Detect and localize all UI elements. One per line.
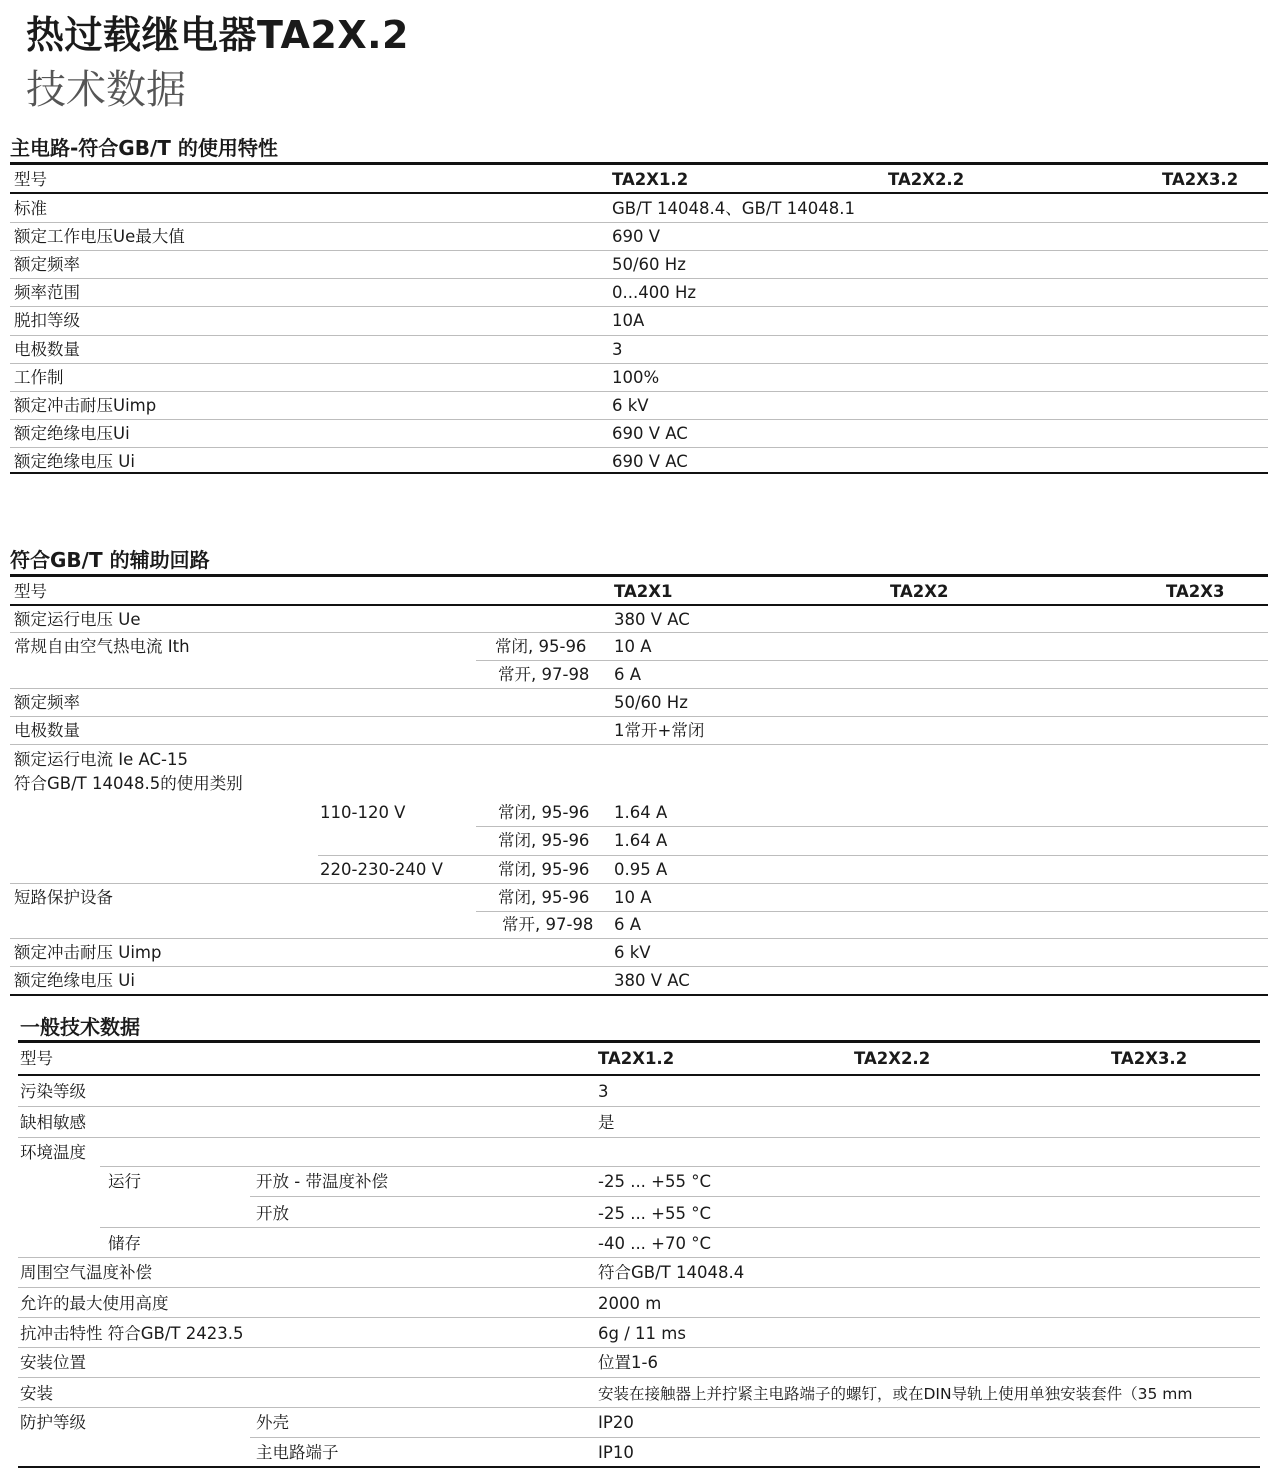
general-ip-label: 防护等级 — [20, 1413, 86, 1432]
main-row-label: 额定冲击耐压Uimp — [14, 396, 157, 415]
row-divider — [18, 1287, 1260, 1288]
row-divider — [476, 660, 1268, 661]
aux-ie-value: 1.64 A — [614, 831, 668, 850]
general-phase-loss-label: 缺相敏感 — [20, 1113, 86, 1132]
row-divider — [10, 306, 1268, 307]
divider — [18, 1466, 1260, 1468]
main-row-label: 脱扣等级 — [14, 311, 80, 330]
row-divider — [10, 335, 1268, 336]
aux-frequency-label: 额定频率 — [14, 693, 80, 712]
row-divider — [100, 1166, 1260, 1167]
general-ambient-storage-value: -40 ... +70 °C — [598, 1234, 712, 1253]
main-row-value: GB/T 14048.4、GB/T 14048.1 — [612, 199, 855, 218]
general-shock-value: 6g / 11 ms — [598, 1324, 686, 1343]
main-row-value: 6 kV — [612, 396, 649, 415]
main-row-value: 690 V — [612, 227, 661, 246]
general-ambient-run-label: 运行 — [108, 1172, 141, 1191]
general-ip-housing-value: IP20 — [598, 1413, 634, 1432]
divider — [18, 1040, 1260, 1043]
row-divider — [318, 855, 1268, 856]
main-header-label: 型号 — [14, 170, 47, 189]
row-divider — [18, 1347, 1260, 1348]
general-header-ta2x3-2: TA2X3.2 — [1111, 1049, 1188, 1068]
row-divider — [10, 278, 1268, 279]
general-compensation-label: 周围空气温度补偿 — [20, 1263, 152, 1282]
general-ambient-comp-value: -25 ... +55 °C — [598, 1172, 712, 1191]
aux-uimp-value: 6 kV — [614, 943, 651, 962]
general-ambient-open-value: -25 ... +55 °C — [598, 1204, 712, 1223]
aux-ie-value: 1.64 A — [614, 803, 668, 822]
row-divider — [100, 1227, 1260, 1228]
row-divider — [18, 1137, 1260, 1138]
row-divider — [10, 419, 1268, 420]
general-ambient-open-sub: 开放 — [256, 1204, 289, 1223]
row-divider — [476, 911, 1268, 912]
divider — [10, 994, 1268, 996]
general-altitude-label: 允许的最大使用高度 — [20, 1294, 169, 1313]
aux-ie-voltage: 220-230-240 V — [320, 860, 443, 879]
aux-ui-label: 额定绝缘电压 Ui — [14, 971, 135, 990]
general-header-ta2x1-2: TA2X1.2 — [598, 1049, 675, 1068]
aux-ui-value: 380 V AC — [614, 971, 690, 990]
row-divider — [18, 1257, 1260, 1258]
general-position-label: 安装位置 — [20, 1353, 86, 1372]
divider — [10, 604, 1268, 606]
row-divider — [10, 447, 1268, 448]
row-divider — [10, 363, 1268, 364]
aux-protection-label: 短路保护设备 — [14, 888, 113, 907]
general-mounting-label: 安装 — [20, 1384, 53, 1403]
divider — [10, 574, 1268, 577]
row-divider — [10, 966, 1268, 967]
main-row-value: 100% — [612, 368, 660, 387]
aux-ie-sub: 常闭, 95-96 — [498, 803, 590, 822]
main-circuit-heading: 主电路-符合GB/T 的使用特性 — [10, 136, 278, 160]
aux-header-ta2x2: TA2X2 — [890, 582, 949, 601]
aux-thermal-no-sub: 常开, 97-98 — [498, 665, 590, 684]
aux-poles-label: 电极数量 — [14, 721, 80, 740]
row-divider — [10, 938, 1268, 939]
row-divider — [10, 883, 1268, 884]
main-row-label: 额定绝缘电压 Ui — [14, 452, 135, 471]
general-pollution-label: 污染等级 — [20, 1082, 86, 1101]
aux-poles-value: 1常开+常闭 — [614, 721, 705, 740]
main-row-value: 3 — [612, 340, 623, 359]
main-row-label: 频率范围 — [14, 283, 80, 302]
main-row-value: 10A — [612, 311, 645, 330]
aux-ie-sub: 常闭, 95-96 — [498, 860, 590, 879]
general-phase-loss-value: 是 — [598, 1113, 615, 1132]
general-pollution-value: 3 — [598, 1082, 609, 1101]
aux-protection-nc-sub: 常闭, 95-96 — [498, 888, 590, 907]
row-divider — [10, 222, 1268, 223]
main-header-ta2x2-2: TA2X2.2 — [888, 170, 965, 189]
aux-header-ta2x1: TA2X1 — [614, 582, 673, 601]
general-altitude-value: 2000 m — [598, 1294, 662, 1313]
aux-circuit-heading: 符合GB/T 的辅助回路 — [10, 548, 210, 572]
aux-header-ta2x3: TA2X3 — [1166, 582, 1225, 601]
aux-protection-nc-value: 10 A — [614, 888, 652, 907]
general-heading: 一般技术数据 — [20, 1015, 140, 1039]
aux-thermal-no-value: 6 A — [614, 665, 642, 684]
row-divider — [10, 632, 1268, 633]
aux-frequency-value: 50/60 Hz — [614, 693, 688, 712]
aux-rated-voltage-label: 额定运行电压 Ue — [14, 610, 141, 629]
row-divider — [250, 1437, 1260, 1438]
aux-thermal-nc-sub: 常闭, 95-96 — [495, 637, 587, 656]
general-position-value: 位置1-6 — [598, 1353, 658, 1372]
general-compensation-value: 符合GB/T 14048.4 — [598, 1263, 745, 1282]
divider — [18, 1074, 1260, 1076]
general-ip-housing-sub: 外壳 — [256, 1413, 289, 1432]
aux-protection-no-value: 6 A — [614, 915, 642, 934]
row-divider — [10, 688, 1268, 689]
page-title: 热过载继电器TA2X.2 — [26, 13, 409, 57]
row-divider — [10, 716, 1268, 717]
aux-ie-category-label: 符合GB/T 14048.5的使用类别 — [14, 774, 243, 793]
main-header-ta2x3-2: TA2X3.2 — [1162, 170, 1239, 189]
row-divider — [476, 826, 1268, 827]
general-header-label: 型号 — [20, 1049, 53, 1068]
divider — [10, 162, 1268, 165]
row-divider — [10, 744, 1268, 745]
general-ip-terminals-sub: 主电路端子 — [256, 1443, 339, 1462]
aux-ie-voltage: 110-120 V — [320, 803, 406, 822]
main-row-label: 额定工作电压Ue最大值 — [14, 227, 185, 246]
row-divider — [18, 1106, 1260, 1107]
main-header-ta2x1-2: TA2X1.2 — [612, 170, 689, 189]
aux-ie-sub: 常闭, 95-96 — [498, 831, 590, 850]
aux-header-label: 型号 — [14, 582, 47, 601]
general-ambient-storage-label: 储存 — [108, 1234, 141, 1253]
aux-thermal-nc-value: 10 A — [614, 637, 652, 656]
main-row-label: 工作制 — [14, 368, 64, 387]
aux-protection-no-sub: 常开, 97-98 — [502, 915, 594, 934]
aux-thermal-current-label: 常规自由空气热电流 Ith — [14, 637, 190, 656]
row-divider — [18, 1317, 1260, 1318]
general-header-ta2x2-2: TA2X2.2 — [854, 1049, 931, 1068]
general-ambient-label: 环境温度 — [20, 1143, 86, 1162]
main-row-label: 电极数量 — [14, 340, 80, 359]
row-divider — [10, 391, 1268, 392]
divider — [10, 192, 1268, 194]
aux-ie-label: 额定运行电流 Ie AC-15 — [14, 750, 188, 769]
general-mounting-value: 安装在接触器上并拧紧主电路端子的螺钉，或在DIN导轨上使用单独安装套件（35 mm — [598, 1385, 1193, 1403]
row-divider — [18, 1407, 1260, 1408]
row-divider — [10, 250, 1268, 251]
aux-ie-value: 0.95 A — [614, 860, 668, 879]
aux-uimp-label: 额定冲击耐压 Uimp — [14, 943, 162, 962]
general-shock-label: 抗冲击特性 符合GB/T 2423.5 — [20, 1324, 244, 1343]
general-ip-terminals-value: IP10 — [598, 1443, 634, 1462]
row-divider — [250, 1196, 1260, 1197]
aux-rated-voltage-value: 380 V AC — [614, 610, 690, 629]
main-row-value: 0...400 Hz — [612, 283, 697, 302]
row-divider — [18, 1377, 1260, 1378]
main-row-value: 690 V AC — [612, 452, 688, 471]
main-row-label: 额定频率 — [14, 255, 80, 274]
general-ambient-comp-sub: 开放 - 带温度补偿 — [256, 1172, 388, 1191]
main-row-label: 标准 — [14, 199, 47, 218]
main-row-value: 50/60 Hz — [612, 255, 686, 274]
main-row-value: 690 V AC — [612, 424, 688, 443]
divider — [10, 472, 1268, 474]
page-subtitle: 技术数据 — [26, 67, 186, 113]
main-row-label: 额定绝缘电压Ui — [14, 424, 130, 443]
